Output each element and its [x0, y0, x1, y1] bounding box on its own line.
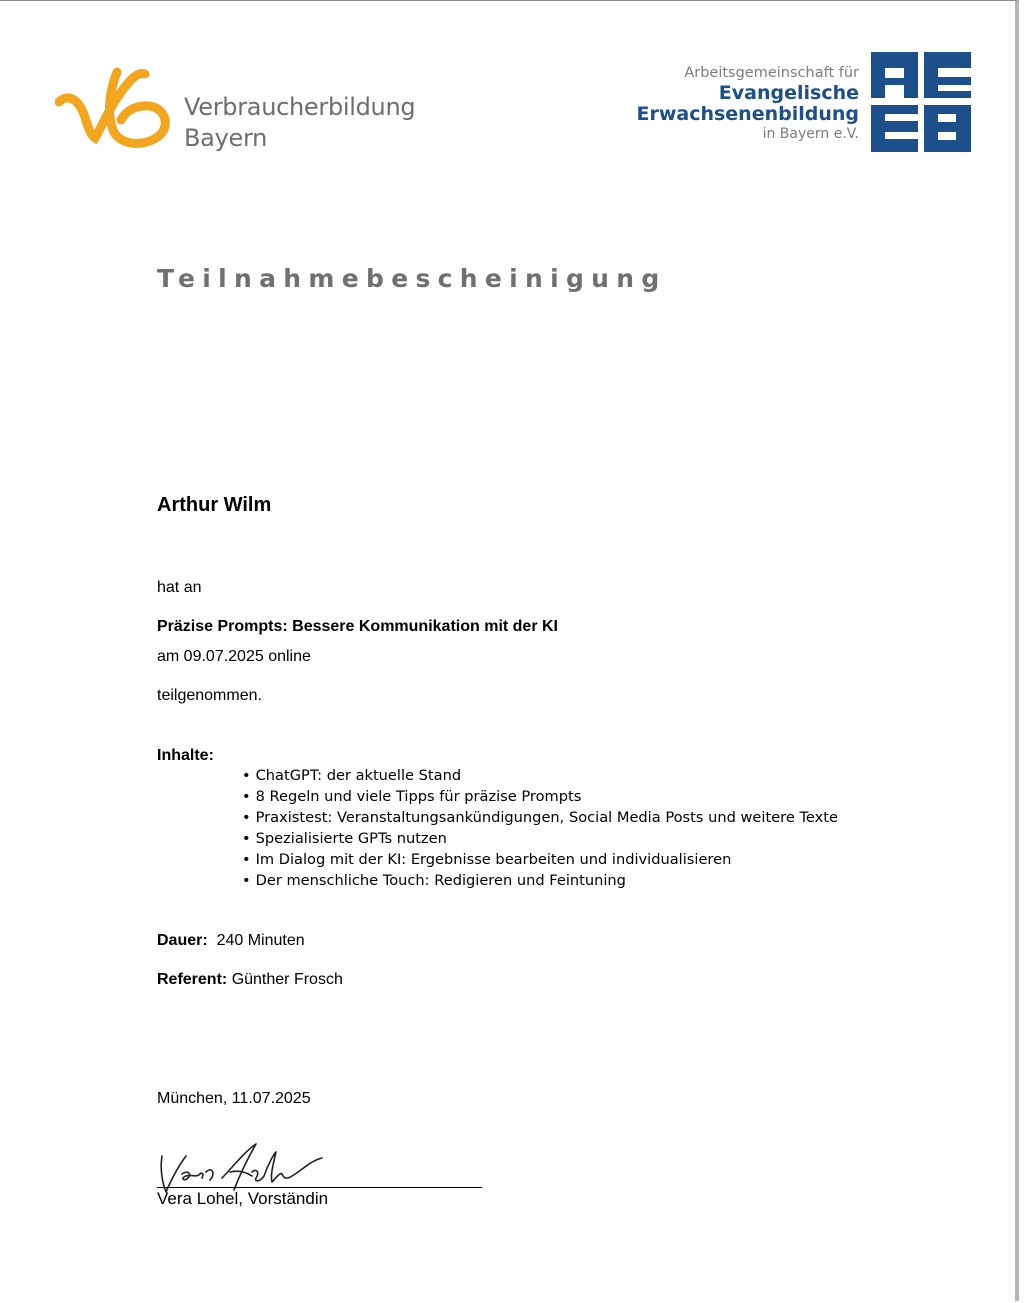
course-date: am 09.07.2025 online [157, 648, 311, 665]
speaker-label: Referent: [157, 971, 228, 988]
list-item: • Praxistest: Veranstaltungsankündigungen, Social Media Posts und weitere Texte [242, 807, 838, 828]
verbraucherbildung-logo-icon [55, 64, 170, 152]
aeeb-logo-mark-icon [871, 52, 971, 152]
duration-label: Dauer: [157, 932, 208, 949]
aeeb-line4: in Bayern e.V. [762, 126, 859, 142]
logo-name-line2: Bayern [184, 124, 267, 152]
list-item: • Der menschliche Touch: Redigieren und Feintuning [242, 870, 838, 891]
signatory-name: Vera Lohel, Vorständin [157, 1189, 329, 1208]
course-title: Präzise Prompts: Bessere Kommunikation mit der KI [157, 618, 558, 635]
signature-line [157, 1187, 482, 1188]
aeeb-line1: Arbeitsgemeinschaft für [684, 65, 859, 81]
speaker-row [157, 971, 343, 989]
aeeb-logo-text [636, 64, 859, 144]
logo-name-line1: Verbraucherbildung [184, 93, 416, 121]
list-item: • Im Dialog mit der KI: Ergebnisse bearbeiten und individualisieren [242, 849, 838, 870]
aeeb-line2: Evangelische [718, 82, 859, 104]
duration-row [157, 932, 305, 950]
participant-name: Arthur Wilm [157, 494, 272, 516]
list-item: • ChatGPT: der aktuelle Stand [242, 765, 838, 786]
place-date: München, 11.07.2025 [157, 1090, 311, 1107]
intro-text: hat an [157, 579, 202, 596]
duration-value: 240 Minuten [216, 932, 305, 949]
verbraucherbildung-logo-text [184, 92, 415, 154]
aeeb-line3: Erwachsenenbildung [636, 103, 859, 125]
certificate-title: Teilnahmebescheinigung [157, 264, 667, 293]
list-item: • 8 Regeln und viele Tipps für präzise Prompts [242, 786, 838, 807]
speaker-value: Günther Frosch [231, 971, 343, 988]
contents-list [242, 765, 838, 891]
outro-text: teilgenommen. [157, 687, 262, 704]
contents-label: Inhalte: [157, 747, 214, 764]
list-item: • Spezialisierte GPTs nutzen [242, 828, 838, 849]
